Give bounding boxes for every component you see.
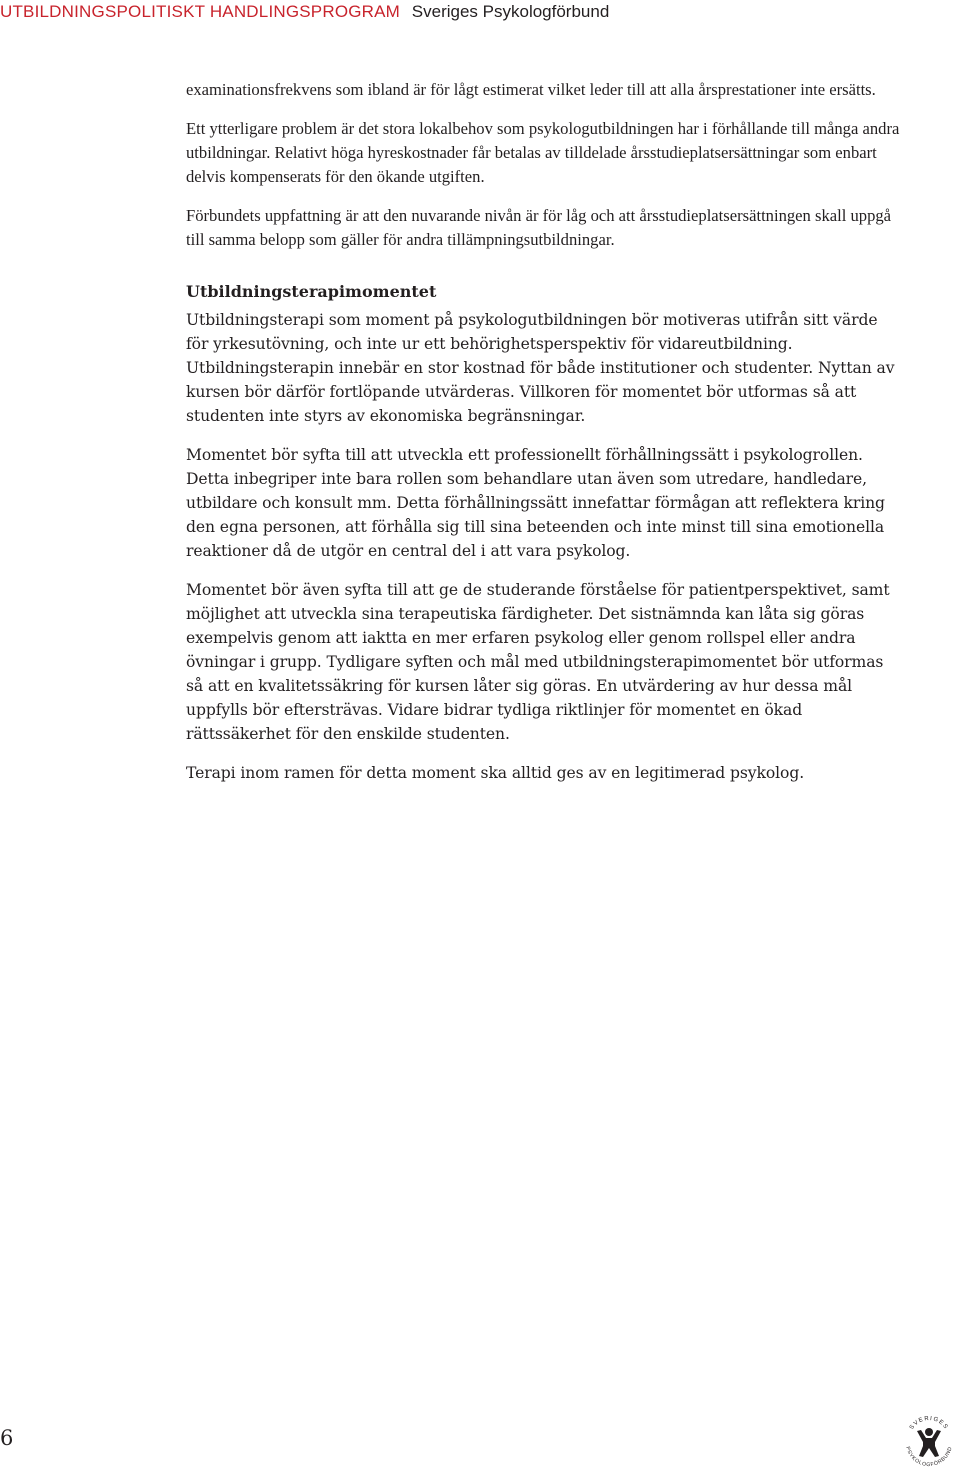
paragraph-lokalbehov: Ett ytterligare problem är det stora lokalbehov som psykologutbildningen har i förhållande till många andra utbildningar. Relativt höga hyreskostnader får betalas av tilldelade årsstudieplatsersättningar som enbart delvis kompenserats för den ökande utgiften.	[186, 119, 900, 186]
page-content	[186, 78, 902, 800]
running-header	[0, 0, 960, 30]
svg-text:PSYKOLOGFÖRBUND	[904, 1446, 953, 1468]
paragraph-terapi: Terapi inom ramen för detta moment ska alltid ges av en legitimerad psykolog.	[186, 764, 805, 782]
document-title: UTBILDNINGSPOLITISKT HANDLINGSPROGRAM	[0, 2, 401, 21]
paragraph-momentet-syfte: Momentet bör syfta till att utveckla ett professionellt förhållningssätt i psykologrollen. Detta inbegriper inte bara rollen som behandlare utan även som utredare, handledare, utbildare och konsult mm. Detta förhållningssätt innefattar förmågan att reflektera kring den egna personen, att förhålla sig till sina beteenden och inte minst till sina emotionella reaktioner då de utgör en central del i att vara psykolog.	[186, 446, 885, 560]
organization-name: Sveriges Psykologförbund	[411, 2, 610, 21]
psykologforbund-logo	[900, 1410, 958, 1468]
paragraph-utbildningsterapi: Utbildningsterapi som moment på psykologutbildningen bör motiveras utifrån sitt värde för yrkesutövning, och inte ur ett behörighetsperspektiv för vidareutbildning. Utbildningsterapin innebär en stor kostnad för både institutioner och studenter. Nyttan av kursen bör därför fortlöpande utvärderas. Villkoren för momentet bör utformas så att studenten inte styrs av ekonomiska begränsningar.	[186, 311, 895, 425]
page-number: 6	[0, 1426, 14, 1450]
person-icon	[917, 1428, 941, 1457]
paragraph-continuation: examinationsfrekvens som ibland är för lågt estimerat vilket leder till att alla årsprestationer inte ersätts.	[186, 80, 876, 99]
section-heading: Utbildningsterapimomentet	[186, 282, 437, 301]
paragraph-patientperspektiv: Momentet bör även syfta till att ge de studerande förståelse för patientperspektivet, samt möjlighet att utveckla sina terapeutiska färdigheter. Det sistnämnda kan låta sig göras exempelvis genom att iaktta en mer erfaren psykolog eller genom rollspel eller andra övningar i grupp. Tydligare syften och mål med utbildningsterapimomentet bör utformas så att en kvalitetssäkring för kursen låter sig göras. En utvärdering av hur dessa mål uppfylls bör eftersträvas. Vidare bidrar tydliga riktlinjer för momentet en ökad rättssäkerhet för den enskilde studenten.	[186, 581, 890, 743]
logo-text-top: SVERIGES	[908, 1415, 950, 1431]
paragraph-forbundets-uppfattning: Förbundets uppfattning är att den nuvarande nivån är för låg och att årsstudieplatsersättningen skall uppgå till samma belopp som gäller för andra tillämpningsutbildningar.	[186, 206, 892, 249]
logo-text-bottom: PSYKOLOGFÖRBUND	[904, 1445, 954, 1468]
